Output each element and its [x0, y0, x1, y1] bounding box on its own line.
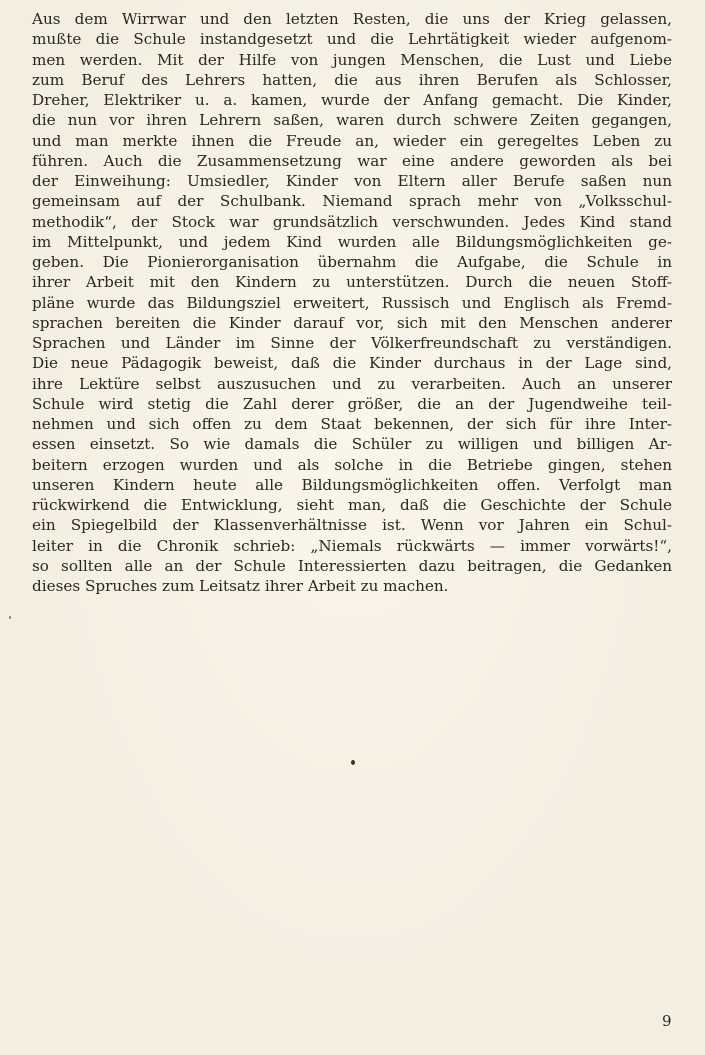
text-line: Sprachen und Länder im Sinne der Völkerfreundschaft zu verständigen.: [32, 334, 672, 352]
text-line: geben. Die Pionierorganisation übernahm die Aufgabe, die Schule in: [32, 253, 672, 271]
text-line: leiter in die Chronik schrieb: „Niemals rückwärts — immer vorwärts!“,: [32, 536, 672, 555]
text-line: dieses Spruches zum Leitsatz ihrer Arbeit zu machen.: [32, 577, 449, 595]
text-line: unseren Kindern heute alle Bildungsmöglichkeiten offen. Verfolgt man: [32, 475, 672, 494]
text-line: führen. Auch die Zusammensetzung war eine andere geworden als bei: [32, 151, 672, 170]
text-line: essen einsetzt. So wie damals die Schüler zu willigen und billigen Ar-: [32, 435, 672, 454]
text-line: Die neue Pädagogik beweist, daß die Kinder durchaus in der Lage sind,: [32, 354, 672, 373]
text-line: die nun vor ihren Lehrern saßen, waren durch schwere Zeiten gegangen,: [32, 111, 672, 130]
text-line: so sollten alle an der Schule Interessierten dazu beitragen, die Gedanken: [32, 556, 672, 575]
text-line: methodik“, der Stock war grundsätzlich verschwunden. Jedes Kind stand: [32, 212, 672, 231]
ink-speck: [351, 760, 355, 765]
text-line: pläne wurde das Bildungsziel erweitert, Russisch und Englisch als Fremd-: [32, 293, 672, 312]
text-line: im Mittelpunkt, und jedem Kind wurden alle Bildungsmöglichkeiten ge-: [32, 232, 672, 251]
body-text: [32, 9, 672, 596]
ink-speck: [9, 616, 11, 619]
text-line: Schule wird stetig die Zahl derer größer, die an der Jugendweihe teil-: [32, 394, 672, 413]
text-line: mußte die Schule instandgesetzt und die Lehrtätigkeit wieder aufgenom-: [32, 30, 672, 49]
text-line: der Einweihung: Umsiedler, Kinder von Eltern aller Berufe saßen nun: [32, 172, 672, 190]
text-line: sprachen bereiten die Kinder darauf vor, sich mit den Menschen anderer: [32, 313, 672, 332]
text-line: ein Spiegelbild der Klassenverhältnisse ist. Wenn vor Jahren ein Schul-: [32, 516, 672, 535]
text-line: rückwirkend die Entwicklung, sieht man, daß die Geschichte der Schule: [32, 496, 672, 514]
text-line: ihre Lektüre selbst auszusuchen und zu verarbeiten. Auch an unserer: [32, 374, 672, 393]
text-line: beitern erzogen wurden und als solche in die Betriebe gingen, stehen: [32, 455, 672, 474]
text-line: und man merkte ihnen die Freude an, wieder ein geregeltes Leben zu: [32, 131, 672, 150]
text-line: zum Beruf des Lehrers hatten, die aus ihren Berufen als Schlosser,: [32, 70, 672, 89]
text-line: ihrer Arbeit mit den Kindern zu unterstützen. Durch die neuen Stoff-: [32, 273, 672, 292]
page-number: 9: [662, 1012, 672, 1030]
text-line: men werden. Mit der Hilfe von jungen Menschen, die Lust und Liebe: [32, 50, 672, 69]
text-line: gemeinsam auf der Schulbank. Niemand sprach mehr von „Volksschul-: [32, 192, 672, 211]
text-line: Aus dem Wirrwar und den letzten Resten, die uns der Krieg gelassen,: [32, 10, 672, 28]
text-line: nehmen und sich offen zu dem Staat bekennen, der sich für ihre Inter-: [32, 415, 672, 433]
text-line: Dreher, Elektriker u. a. kamen, wurde der Anfang gemacht. Die Kinder,: [32, 91, 672, 109]
